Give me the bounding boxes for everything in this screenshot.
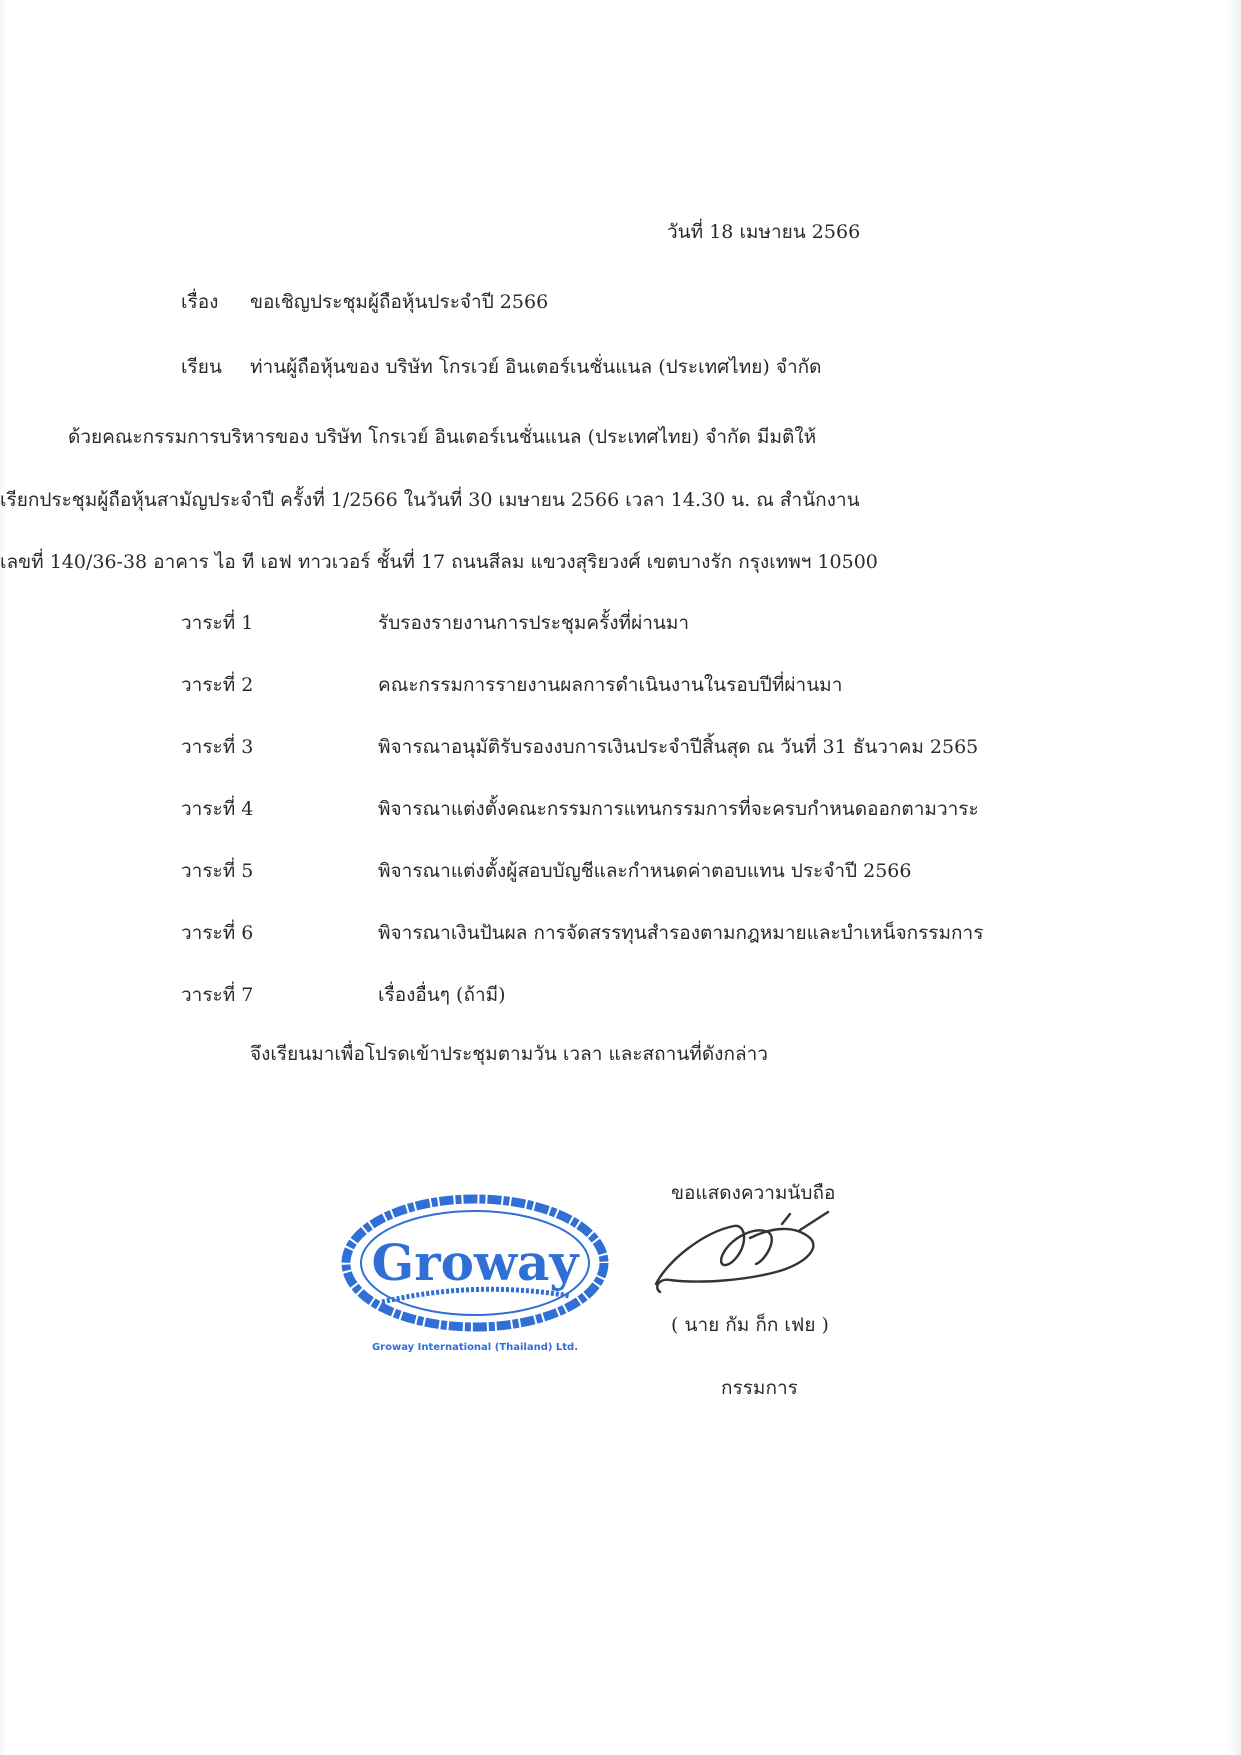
body-line: ด้วยคณะกรรมการบริหารของ บริษัท โกรเวย์ อินเตอร์เนชั่นแนล (ประเทศไทย) จำกัด มีมติให้ [68,426,817,448]
signer-position: กรรมการ [721,1377,798,1399]
recipient-text: ท่านผู้ถือหุ้นของ บริษัท โกรเวย์ อินเตอร์เนชั่นแนล (ประเทศไทย) จำกัด [250,356,822,378]
subject-text: ขอเชิญประชุมผู้ถือหุ้นประจำปี 2566 [250,291,549,313]
agenda-item: พิจารณาอนุมัติรับรองงบการเงินประจำปีสิ้นสุด ณ วันที่ 31 ธันวาคม 2565 [378,736,979,758]
scan-edge-left [0,0,6,1755]
agenda-number: วาระที่ 3 [181,736,254,758]
subject-label: เรื่อง [181,291,219,313]
stamp-logo-text: Groway [371,1233,579,1292]
body-line: เรียกประชุมผู้ถือหุ้นสามัญประจำปี ครั้งที่ 1/2566 ในวันที่ 30 เมษายน 2566 เวลา 14.30 น. ณ สำนักงาน [0,489,860,511]
agenda-item: พิจารณาเงินปันผล การจัดสรรทุนสำรองตามกฎหมายและบำเหน็จกรรมการ [378,922,984,944]
agenda-number: วาระที่ 6 [181,922,254,944]
closing-text: จึงเรียนมาเพื่อโปรดเข้าประชุมตามวัน เวลา และสถานที่ดังกล่าว [250,1043,768,1065]
agenda-number: วาระที่ 2 [181,674,254,696]
agenda-item: พิจารณาแต่งตั้งผู้สอบบัญชีและกำหนดค่าตอบแทน ประจำปี 2566 [378,860,912,882]
body-line: เลขที่ 140/36-38 อาคาร ไอ ที เอฟ ทาวเวอร์ ชั้นที่ 17 ถนนสีลม แขวงสุริยวงศ์ เขตบางรัก กรุงเทพฯ 10500 [0,551,878,573]
recipient-label: เรียน [181,356,222,378]
signature-scribble [650,1208,860,1304]
agenda-item: รับรองรายงานการประชุมครั้งที่ผ่านมา [378,612,690,634]
agenda-number: วาระที่ 4 [181,798,254,820]
agenda-number: วาระที่ 5 [181,860,254,882]
letter-date: วันที่ 18 เมษายน 2566 [667,221,861,243]
agenda-item: พิจารณาแต่งตั้งคณะกรรมการแทนกรรมการที่จะครบกำหนดออกตามวาระ [378,798,979,820]
agenda-item: คณะกรรมการรายงานผลการดำเนินงานในรอบปีที่ผ่านมา [378,674,843,696]
agenda-number: วาระที่ 1 [181,612,254,634]
signer-name: ( นาย กัม ก็ก เฟย ) [671,1314,829,1336]
agenda-item: เรื่องอื่นๆ (ถ้ามี) [378,984,506,1006]
agenda-number: วาระที่ 7 [181,984,254,1006]
scan-edge-right [1227,0,1241,1755]
regards-text: ขอแสดงความนับถือ [671,1182,836,1204]
company-stamp [338,1184,612,1360]
stamp-company-text: Groway International (Thailand) Ltd. [371,1342,579,1353]
